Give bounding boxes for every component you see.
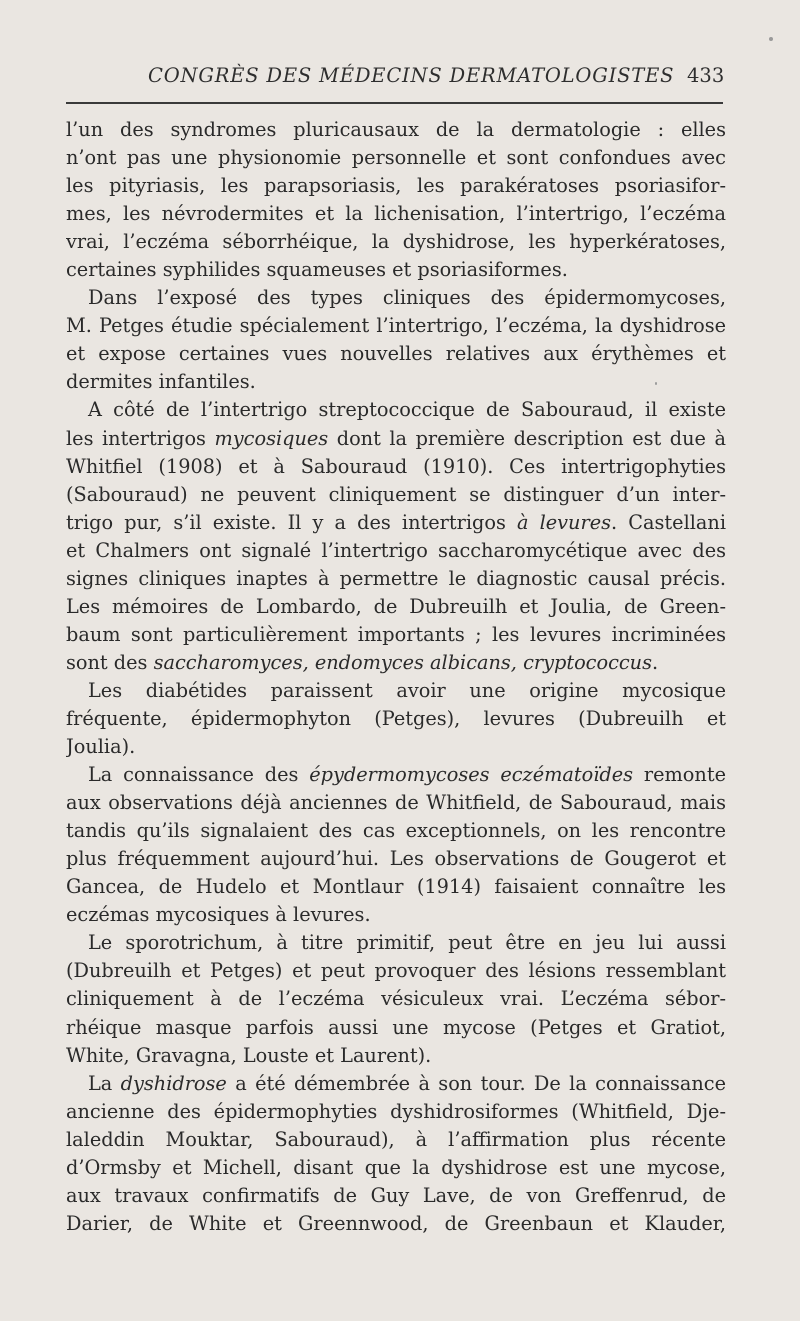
text-line xyxy=(66,817,726,845)
text-segment: Les diabétides paraissent avoir une origine mycosique xyxy=(88,678,726,702)
text-line xyxy=(66,396,726,424)
text-segment: baum sont particulièrement importants ; les levures incriminées xyxy=(66,622,726,646)
text-line xyxy=(66,1014,726,1042)
text-segment: et Chalmers ont signalé l’intertrigo saccharomycétique avec des xyxy=(66,538,726,562)
page-number: 433 xyxy=(687,64,725,87)
text-line xyxy=(66,340,726,368)
text-segment: les pityriasis, les parapsoriasis, les parakératoses psoriasifor- xyxy=(66,174,726,198)
text-segment: (Sabouraud) ne peuvent cliniquement se distinguer d’un inter- xyxy=(66,482,726,506)
text-segment: aux observations déjà anciennes de Whitfield, de Sabouraud, mais xyxy=(66,791,726,815)
text-segment: . xyxy=(652,650,659,674)
text-segment: d’Ormsby et Michell, disant que la dyshidrose est une mycose, xyxy=(66,1155,726,1179)
text-line xyxy=(66,649,726,677)
text-segment: n’ont pas une physionomie personnelle et sont confondues avec xyxy=(66,146,726,170)
text-segment: fréquente, épidermophyton (Petges), levures (Dubreuilh et xyxy=(66,706,726,730)
text-segment: A côté de l’intertrigo streptococcique de Sabouraud, il existe xyxy=(88,398,726,422)
text-segment: l’un des syndromes pluricausaux de la dermatologie : elles xyxy=(66,118,726,141)
text-segment: La connaissance des xyxy=(88,763,310,787)
text-segment: cliniquement à de l’eczéma vésiculeux vrai. L’eczéma sébor- xyxy=(66,987,726,1011)
text-line xyxy=(66,453,726,481)
text-segment: Les mémoires de Lombardo, de Dubreuilh et Joulia, de Green- xyxy=(66,594,726,618)
text-segment: signes cliniques inaptes à permettre le diagnostic causal précis. xyxy=(66,566,726,590)
running-title: CONGRÈS DES MÉDECINS DERMATOLOGISTES xyxy=(148,64,675,87)
text-segment: trigo pur, s’il existe. Il y a des intertrigos xyxy=(66,510,517,534)
text-segment: et expose certaines vues nouvelles relatives aux érythèmes et xyxy=(66,342,726,366)
text-line xyxy=(66,256,726,284)
text-segment: aux travaux confirmatifs de Guy Lave, de von Greffenrud, de xyxy=(66,1183,726,1207)
text-segment: Darier, de White et Greennwood, de Greenbaun et Klauder, xyxy=(66,1211,726,1235)
text-line xyxy=(66,172,726,200)
text-segment: rhéique masque parfois aussi une mycose (Petges et Gratiot, xyxy=(66,1015,726,1039)
text-line xyxy=(66,621,726,649)
text-line xyxy=(66,144,726,172)
text-line xyxy=(66,761,726,789)
text-line xyxy=(66,509,726,537)
text-segment: eczémas mycosiques à levures. xyxy=(66,903,371,927)
text-segment: ancienne des épidermophyties dyshidrosiformes (Whitfield, Dje- xyxy=(66,1099,726,1123)
text-line xyxy=(66,1098,726,1126)
paper-speck xyxy=(655,382,657,385)
text-segment: a été démembrée à son tour. De la connaissance xyxy=(226,1071,726,1095)
text-line xyxy=(66,789,726,817)
italic-text: épydermomycoses eczématoïdes xyxy=(309,763,634,787)
text-segment: Joulia). xyxy=(66,735,136,759)
paper-speck xyxy=(769,37,773,41)
text-segment: . Castellani xyxy=(611,510,726,534)
italic-text: mycosiques xyxy=(214,426,329,450)
text-segment: plus fréquemment aujourd’hui. Les observations de Gougerot et xyxy=(66,847,726,871)
text-line xyxy=(66,593,726,621)
italic-text: saccharomyces, endomyces albicans, cryptococcus xyxy=(153,650,652,674)
text-line xyxy=(66,200,726,228)
text-line xyxy=(66,565,726,593)
text-segment: les intertrigos xyxy=(66,426,215,450)
text-segment: mes, les névrodermites et la lichenisation, l’intertrigo, l’eczéma xyxy=(66,202,726,226)
text-line xyxy=(66,957,726,985)
text-line xyxy=(66,1182,726,1210)
text-line xyxy=(66,228,726,256)
header-rule xyxy=(66,102,723,104)
text-line xyxy=(66,1126,726,1154)
text-segment: remonte xyxy=(633,763,726,787)
text-segment: tandis qu’ils signalaient des cas exceptionnels, on les rencontre xyxy=(66,819,726,843)
text-line xyxy=(66,1070,726,1098)
text-segment: Le sporotrichum, à titre primitif, peut être en jeu lui aussi xyxy=(88,931,726,955)
text-line xyxy=(66,845,726,873)
text-line xyxy=(66,873,726,901)
text-segment: Gancea, de Hudelo et Montlaur (1914) faisaient connaître les xyxy=(66,875,726,899)
text-segment: certaines syphilides squameuses et psoriasiformes. xyxy=(66,258,568,282)
body-text xyxy=(66,116,726,1238)
text-segment: Whitfiel (1908) et à Sabouraud (1910). Ces intertrigophyties xyxy=(66,454,726,478)
text-line xyxy=(66,677,726,705)
text-line xyxy=(66,1210,726,1238)
text-line xyxy=(66,284,726,312)
text-segment: sont des xyxy=(66,650,154,674)
text-line xyxy=(66,116,726,144)
text-segment: vrai, l’eczéma séborrhéique, la dyshidrose, les hyperkératoses, xyxy=(66,230,726,254)
text-line xyxy=(66,1154,726,1182)
text-segment: laleddin Mouktar, Sabouraud), à l’affirmation plus récente xyxy=(66,1127,726,1151)
text-line xyxy=(66,312,726,340)
text-line xyxy=(66,537,726,565)
italic-text: dyshidrose xyxy=(120,1071,227,1095)
text-segment: Dans l’exposé des types cliniques des épidermomycoses, xyxy=(88,286,726,310)
text-line xyxy=(66,425,726,453)
text-segment: White, Gravagna, Louste et Laurent). xyxy=(66,1043,432,1067)
italic-text: à levures xyxy=(516,510,612,534)
text-segment: M. Petges étudie spécialement l’intertrigo, l’eczéma, la dyshidrose xyxy=(66,314,726,338)
text-line xyxy=(66,705,726,733)
text-line xyxy=(66,733,726,761)
text-segment: dont la première description est due à xyxy=(328,426,726,450)
text-line xyxy=(66,929,726,957)
text-line xyxy=(66,1042,726,1070)
text-line xyxy=(66,985,726,1013)
text-segment: dermites infantiles. xyxy=(66,370,256,394)
text-line xyxy=(66,368,726,396)
text-segment: La xyxy=(88,1071,121,1095)
text-line xyxy=(66,901,726,929)
text-segment: (Dubreuilh et Petges) et peut provoquer des lésions ressemblant xyxy=(66,959,726,983)
text-line xyxy=(66,481,726,509)
